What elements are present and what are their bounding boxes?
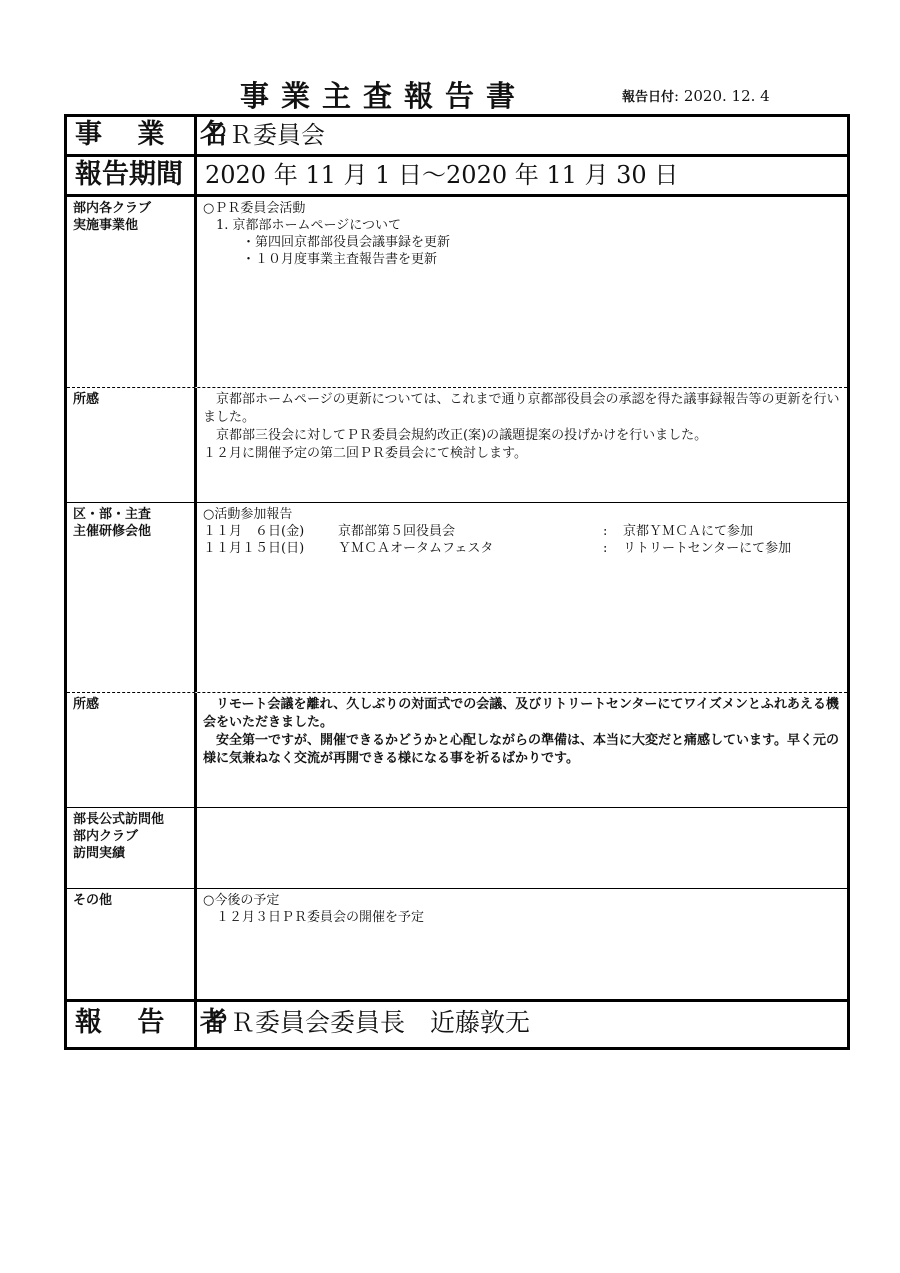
official-visits-content — [197, 808, 847, 888]
period-row — [67, 157, 847, 197]
impression2-label: 所感 — [67, 693, 197, 807]
official-visits-row — [67, 808, 847, 889]
document-title: 事業主査報告書 — [240, 79, 528, 113]
seminars-heading: ○活動参加報告 — [203, 507, 293, 522]
period-value: 2020 年 11 月 1 日～2020 年 11 月 30 日 — [205, 161, 679, 189]
seminars-content — [197, 503, 847, 692]
club-activities-row — [67, 197, 847, 388]
others-label: その他 — [67, 889, 197, 999]
reporter-label: 報 告 者 — [67, 1002, 197, 1047]
others-content: ○今後の予定 １２月３日ＰＲ委員会の開催を予定 — [203, 893, 425, 925]
impression1-row — [67, 388, 847, 503]
report-date — [622, 86, 770, 105]
seminars-label: 区・部・主査 主催研修会他 — [67, 503, 197, 692]
period-label: 報告期間 — [67, 157, 197, 194]
report-date-label: 報告日付 — [622, 90, 675, 105]
impression2-row — [67, 693, 847, 808]
club-activities-label: 部内各クラブ 実施事業他 — [67, 197, 197, 387]
activity-item: １１月 ６日(金) 京都部第５回役員会 : 京都ＹＭＣＡにて参加 — [203, 524, 754, 539]
club-activities-content: ○ＰＲ委員会活動 1. 京都部ホームページについて ・第四回京都部役員会議事録を更新 ・１０月度事業主査報告書を更新 — [203, 201, 451, 267]
project-row — [67, 117, 847, 157]
report-table — [64, 114, 850, 1050]
official-visits-label: 部長公式訪問他 部内クラブ 訪問実績 — [67, 808, 197, 888]
report-date-value: : 2020. 12. 4 — [674, 87, 770, 105]
impression2-content: リモート会議を離れ、久しぶりの対面式での会議、及びリトリートセンターにてワイズメンとふれあえる機会をいただきました。 安全第一ですが、開催できるかどうかと心配しながらの準備は、本当に大変だと痛感しています。早く元の様に気兼ねなく交流が再開できる様になる事を祈るばかりです。 — [203, 697, 839, 766]
others-row — [67, 889, 847, 1002]
impression1-content: 京都部ホームページの更新については、これまで通り京都部役員会の承認を得た議事録報告等の更新を行いました。 京都部三役会に対してＰＲ委員会規約改正(案)の議題提案の投げかけを行いました。 １２月に開催予定の第二回ＰＲ委員会にて検討します。 — [203, 392, 840, 461]
activity-item: １１月１５日(日) ＹＭＣＡオータムフェスタ : リトリートセンターにて参加 — [203, 541, 792, 556]
reporter-row — [67, 1002, 847, 1047]
project-label: 事 業 名 — [67, 117, 197, 154]
project-value: ＰＲ委員会 — [205, 121, 325, 149]
seminars-row — [67, 503, 847, 693]
impression1-label: 所感 — [67, 388, 197, 502]
reporter-value: ＰＲ委員会委員長 近藤敦无 — [205, 1008, 531, 1037]
